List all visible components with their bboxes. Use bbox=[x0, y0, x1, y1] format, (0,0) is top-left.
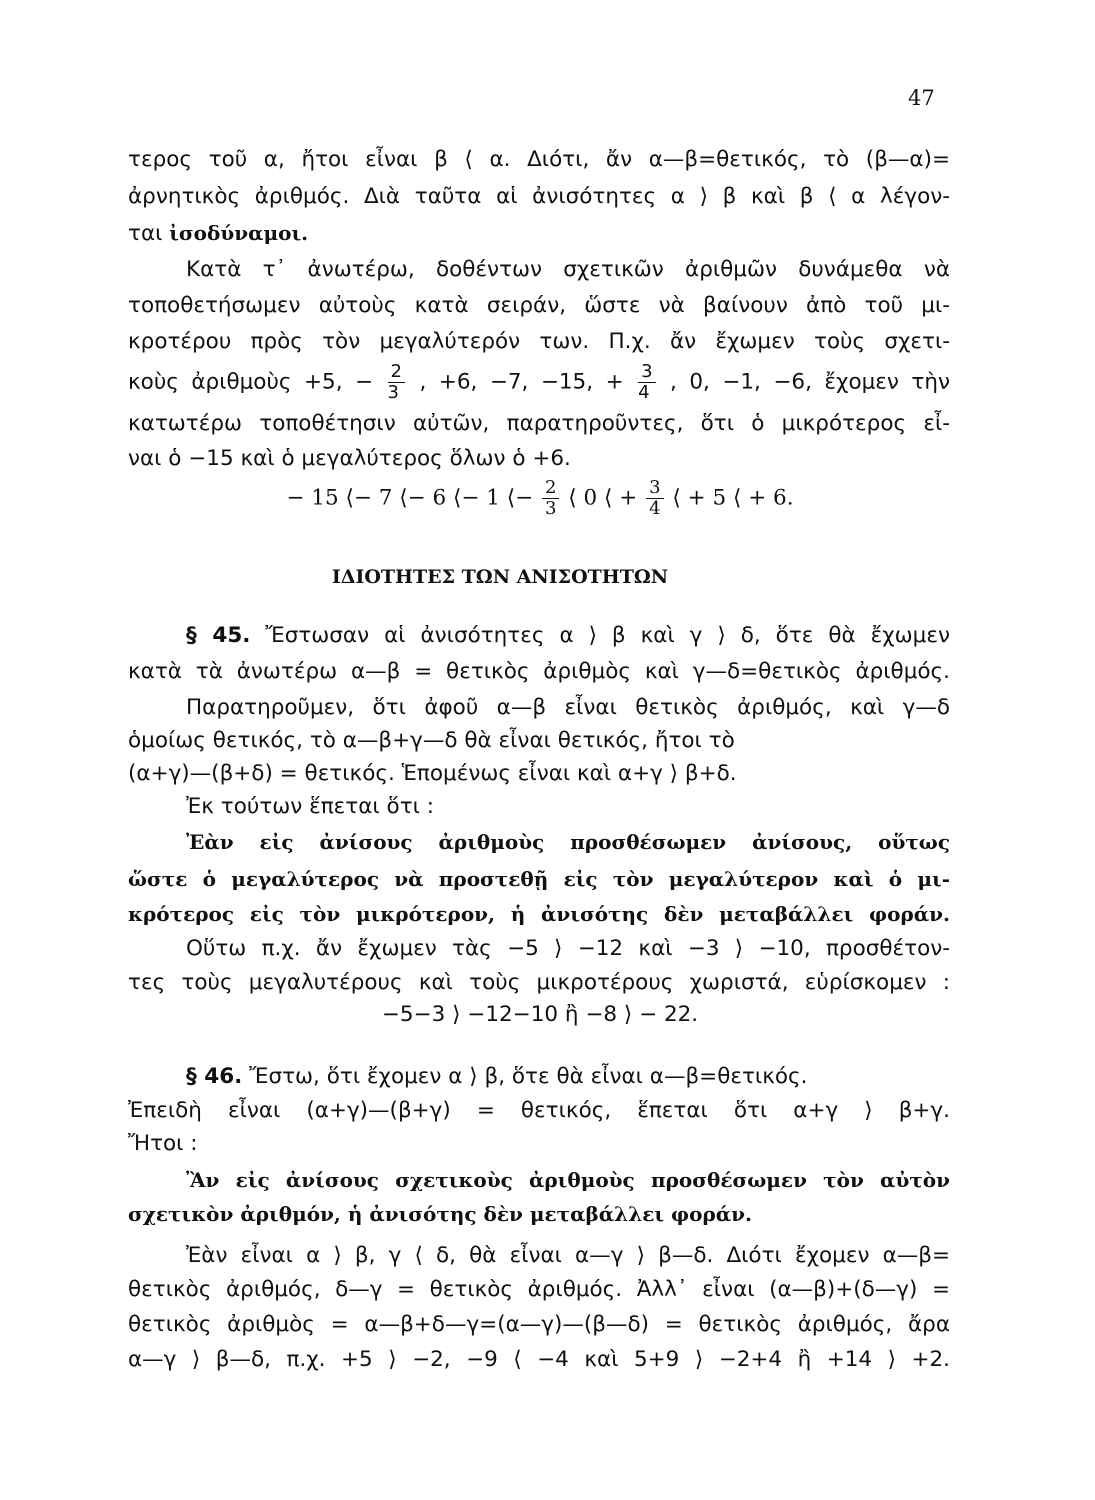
text-line: κροτέρου πρὸς τὸν μεγαλύτερόν των. Π.χ. ἄν ἔχωμεν τοὺς σχετι- bbox=[128, 329, 950, 354]
text-line: τερος τοῦ α, ἤτοι εἶναι β ⟨ α. Διότι, ἄν α—β=θετικός, τὸ (β—α)= bbox=[128, 147, 950, 172]
text-fragment: , 0, −1, −6, ἔχομεν τὴν bbox=[670, 369, 950, 395]
fraction bbox=[646, 478, 663, 519]
fraction-numerator: 3 bbox=[646, 478, 663, 499]
fraction-numerator: 2 bbox=[388, 362, 405, 383]
text-line: Κατὰ τ᾿ ἀνωτέρω, δοθέντων σχετικῶν ἀριθμῶν δυνάμεθα νὰ bbox=[186, 257, 950, 282]
fraction-denominator: 4 bbox=[638, 382, 650, 403]
text-fragment: κοὺς ἀριθμοὺς +5, − bbox=[128, 369, 374, 395]
rule-line: Ἂν εἰς ἀνίσους σχετικοὺς ἀριθμοὺς προσθέσωμεν τὸν αὐτὸν bbox=[186, 1168, 950, 1192]
fraction-numerator: 2 bbox=[542, 478, 559, 499]
section-label: § 46. bbox=[186, 1064, 243, 1089]
text-line: Ἤτοι : bbox=[128, 1131, 198, 1156]
term-isodynamoi: ἰσοδύναμοι. bbox=[169, 221, 309, 245]
text-line: α—γ ⟩ β—δ, π.χ. +5 ⟩ −2, −9 ⟨ −4 καὶ 5+9 ⟩ −2+4 ἢ +14 ⟩ +2. bbox=[128, 1347, 950, 1372]
fraction bbox=[388, 362, 405, 403]
text-line: Ἐκ τούτων ἕπεται ὅτι : bbox=[186, 794, 434, 819]
text-line bbox=[186, 1063, 950, 1091]
fraction-denominator: 3 bbox=[387, 382, 399, 403]
text-line: ναι ὁ −15 καὶ ὁ μεγαλύτερος ὅλων ὁ +6. bbox=[128, 446, 571, 471]
fraction bbox=[638, 362, 655, 403]
text-line: τες τοὺς μεγαλυτέρους καὶ τοὺς μικροτέρους χωριστά, εὑρίσκομεν : bbox=[128, 970, 950, 995]
fraction bbox=[542, 478, 559, 519]
text-line: κατὰ τὰ ἀνωτέρω α—β = θετικὸς ἀριθμὸς καὶ γ—δ=θετικὸς ἀριθμός. bbox=[128, 659, 950, 684]
text-line: κατωτέρω τοποθέτησιν αὐτῶν, παρατηροῦντες, ὅτι ὁ μικρότερος εἶ- bbox=[128, 411, 950, 436]
text-line: (α+γ)—(β+δ) = θετικός. Ἑπομένως εἶναι καὶ α+γ ⟩ β+δ. bbox=[128, 761, 737, 786]
fraction-numerator: 3 bbox=[638, 362, 655, 383]
fraction-denominator: 4 bbox=[649, 498, 661, 519]
text-line: Οὕτω π.χ. ἄν ἔχωμεν τὰς −5 ⟩ −12 καὶ −3 ⟩ −10, προσθέτον- bbox=[186, 936, 950, 961]
text-fragment: ται bbox=[128, 221, 170, 246]
text-line: θετικὸς ἀριθμὸς = α—β+δ—γ=(α—γ)—(β—δ) = θετικὸς ἀριθμός, ἄρα bbox=[128, 1312, 950, 1337]
fraction-denominator: 3 bbox=[544, 498, 557, 519]
rule-line: κρότερος εἰς τὸν μικρότερον, ἡ ἀνισότης δὲν μεταβάλλει φοράν. bbox=[128, 902, 950, 926]
text-line: τοποθετήσωμεν αὐτοὺς κατὰ σειράν, ὥστε νὰ βαίνουν ἀπὸ τοῦ μι- bbox=[128, 293, 950, 318]
text-line: ἀρνητικὸς ἀριθμός. Διὰ ταῦτα αἱ ἀνισότητες α ⟩ β καὶ β ⟨ α λέγον- bbox=[128, 184, 950, 209]
example-line: −5−3 ⟩ −12−10 ἢ −8 ⟩ − 22. bbox=[381, 1002, 699, 1027]
text-line-with-fractions bbox=[128, 362, 950, 403]
text-line: Παρατηροῦμεν, ὅτι ἀφοῦ α—β εἶναι θετικὸς ἀριθμός, καὶ γ—δ bbox=[186, 695, 950, 720]
text-line: ὁμοίως θετικός, τὸ α—β+γ—δ θὰ εἶναι θετικός, ἤτοι τὸ bbox=[128, 728, 735, 753]
rule-line: ὥστε ὁ μεγαλύτερος νὰ προστεθῇ εἰς τὸν μεγαλύτερον καὶ ὁ μι- bbox=[128, 867, 950, 891]
section-heading: ΙΔΙΟΤΗΤΕΣ ΤΩΝ ΑΝΙΣΟΤΗΤΩΝ bbox=[331, 566, 669, 588]
text-line: Ἐὰν εἶναι α ⟩ β, γ ⟨ δ, θὰ εἶναι α—γ ⟩ β—δ. Διότι ἔχομεν α—β= bbox=[186, 1243, 950, 1268]
text-line bbox=[186, 622, 950, 650]
text-fragment: − 15 ⟨− 7 ⟨− 6 ⟨− 1 ⟨− bbox=[286, 485, 534, 511]
text-line: Ἐπειδὴ εἶναι (α+γ)—(β+γ) = θετικός, ἕπεται ὅτι α+γ ⟩ β+γ. bbox=[128, 1098, 950, 1123]
inequality-chain bbox=[200, 478, 880, 519]
rule-line: Ἐὰν εἰς ἀνίσους ἀριθμοὺς προσθέσωμεν ἀνίσους, οὕτως bbox=[186, 830, 950, 854]
page-number: 47 bbox=[908, 86, 935, 110]
text-line: θετικὸς ἀριθμός, δ—γ = θετικὸς ἀριθμός. Ἀλλ᾿ εἶναι (α—β)+(δ—γ) = bbox=[128, 1277, 950, 1302]
text-line bbox=[128, 219, 950, 248]
rule-line: σχετικὸν ἀριθμόν, ἡ ἀνισότης δὲν μεταβάλλει φοράν. bbox=[128, 1202, 752, 1226]
text-fragment: ⟨ 0 ⟨ + bbox=[568, 485, 638, 511]
section-label: § 45. bbox=[186, 623, 251, 648]
text-fragment: , +6, −7, −15, + bbox=[419, 369, 624, 395]
text-fragment: Ἔστωσαν αἱ ἀνισότητες α ⟩ β καὶ γ ⟩ δ, ὅτε θὰ ἔχωμεν bbox=[250, 623, 950, 648]
text-fragment: ⟨ + 5 ⟨ + 6. bbox=[672, 485, 794, 511]
text-fragment: Ἔστω, ὅτι ἔχομεν α ⟩ β, ὅτε θὰ εἶναι α—β=θετικός. bbox=[242, 1064, 808, 1089]
